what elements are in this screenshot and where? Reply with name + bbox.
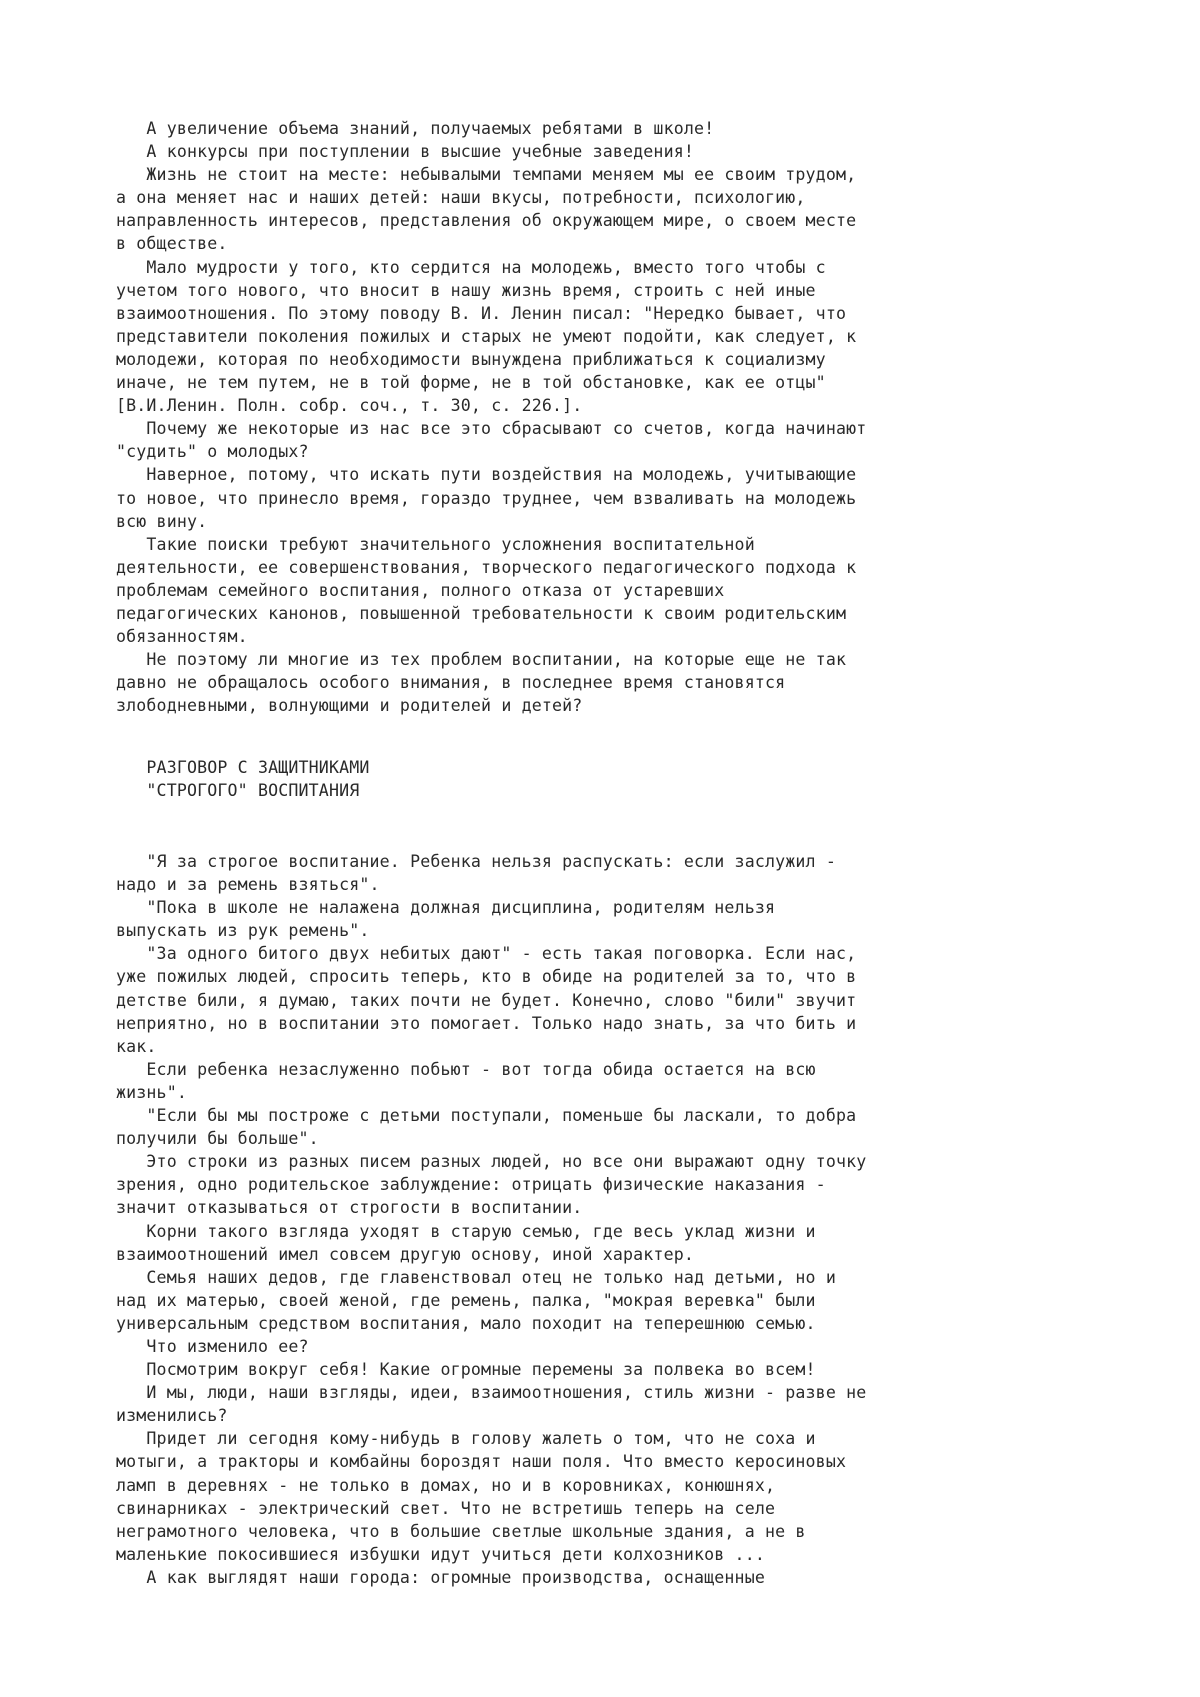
text-line: свинарниках - электрический свет. Что не встретишь теперь на селе: [116, 1498, 776, 1518]
text-line: получили бы больше".: [116, 1129, 319, 1149]
text-line: неприятно, но в воспитании это помогает. Только надо знать, за что бить и: [116, 1013, 857, 1033]
text-line: жизнь".: [116, 1082, 187, 1102]
text-line: "судить" о молодых?: [116, 442, 309, 462]
text-line: неграмотного человека, что в большие светлые школьные здания, а не в: [116, 1521, 806, 1541]
text-line: а она меняет нас и наших детей: наши вкусы, потребности, психологию,: [116, 188, 806, 208]
text-line: выпускать из рук ремень".: [116, 921, 370, 941]
heading-line: РАЗГОВОР С ЗАЩИТНИКАМИ: [116, 758, 370, 777]
text-line: "Если бы мы построже с детьми поступали, поменьше бы ласкали, то добра: [116, 1106, 857, 1126]
text-line: представители поколения пожилых и старых не умеют подойти, как следует, к: [116, 326, 857, 346]
text-line: Наверное, потому, что искать пути воздействия на молодежь, учитывающие: [116, 465, 857, 485]
section-heading: [116, 756, 1156, 802]
text-line: уже пожилых людей, спросить теперь, кто в обиде на родителей за то, что в: [116, 967, 857, 987]
text-line: надо и за ремень взяться".: [116, 875, 380, 895]
text-line: А как выглядят наши города: огромные производства, оснащенные: [116, 1567, 765, 1587]
text-line: Придет ли сегодня кому-нибудь в голову жалеть о том, что не соха и: [116, 1429, 816, 1449]
text-line: обязанностям.: [116, 627, 248, 647]
text-line: изменились?: [116, 1406, 228, 1426]
text-line: злободневными, волнующими и родителей и детей?: [116, 696, 583, 716]
text-line: зрения, одно родительское заблуждение: отрицать физические наказания -: [116, 1175, 826, 1195]
text-line: Посмотрим вокруг себя! Какие огромные перемены за полвека во всем!: [116, 1360, 816, 1380]
text-line: универсальным средством воспитания, мало походит на теперешнюю семью.: [116, 1313, 816, 1333]
text-line: мотыги, а тракторы и комбайны бороздят наши поля. Что вместо керосиновых: [116, 1452, 847, 1472]
text-line: И мы, люди, наши взгляды, идеи, взаимоотношения, стиль жизни - разве не: [116, 1383, 867, 1403]
text-line: взаимоотношения. По этому поводу В. И. Ленин писал: "Нередко бывает, что: [116, 303, 847, 323]
text-line: Мало мудрости у того, кто сердится на молодежь, вместо того чтобы с: [116, 257, 826, 277]
text-line: то новое, что принесло время, гораздо труднее, чем взваливать на молодежь: [116, 488, 857, 508]
heading-line: "СТРОГОГО" ВОСПИТАНИЯ: [116, 781, 360, 801]
text-line: молодежи, которая по необходимости вынуждена приближаться к социализму: [116, 349, 826, 369]
text-block-intro: [116, 117, 1156, 717]
text-line: "Я за строгое воспитание. Ребенка нельзя распускать: если заслужил -: [116, 852, 836, 871]
text-line: Корни такого взгляда уходят в старую семью, где весь уклад жизни и: [116, 1221, 816, 1241]
text-line: направленность интересов, представления об окружающем мире, о своем месте: [116, 211, 857, 231]
text-line: Не поэтому ли многие из тех проблем воспитании, на которые еще не так: [116, 650, 847, 670]
text-line: над их матерью, своей женой, где ремень, палка, "мокрая веревка" были: [116, 1290, 816, 1310]
text-line: проблемам семейного воспитания, полного отказа от устаревших: [116, 580, 725, 600]
text-line: [В.И.Ленин. Полн. собр. соч., т. 30, с. 226.].: [116, 396, 583, 416]
text-line: ламп в деревнях - не только в домах, но и в коровниках, конюшнях,: [116, 1475, 776, 1495]
text-line: значит отказываться от строгости в воспитании.: [116, 1198, 583, 1218]
text-line: давно не обращалось особого внимания, в последнее время становятся: [116, 673, 786, 693]
text-line: маленькие покосившиеся избушки идут учиться дети колхозников ...: [116, 1544, 765, 1564]
text-line: А конкурсы при поступлении в высшие учебные заведения!: [116, 142, 694, 162]
text-line: Такие поиски требуют значительного усложнения воспитательной: [116, 534, 755, 554]
text-line: "За одного битого двух небитых дают" - есть такая поговорка. Если нас,: [116, 944, 857, 964]
text-line: Это строки из разных писем разных людей, но все они выражают одну точку: [116, 1152, 867, 1172]
text-line: Что изменило ее?: [116, 1336, 309, 1356]
text-line: взаимоотношений имел совсем другую основу, иной характер.: [116, 1244, 694, 1264]
text-line: учетом того нового, что вносит в нашу жизнь время, строить с ней иные: [116, 280, 816, 300]
text-line: Жизнь не стоит на месте: небывалыми темпами меняем мы ее своим трудом,: [116, 165, 857, 185]
text-line: А увеличение объема знаний, получаемых ребятами в школе!: [116, 119, 715, 138]
text-line: Семья наших дедов, где главенствовал отец не только над детьми, но и: [116, 1267, 836, 1287]
text-line: детстве били, я думаю, таких почти не будет. Конечно, слово "били" звучит: [116, 990, 857, 1010]
text-line: Если ребенка незаслуженно побьют - вот тогда обида остается на всю: [116, 1059, 816, 1079]
text-line: всю вину.: [116, 511, 208, 531]
text-line: иначе, не тем путем, не в той форме, не в той обстановке, как ее отцы": [116, 373, 826, 393]
text-line: деятельности, ее совершенствования, творческого педагогического подхода к: [116, 557, 857, 577]
text-line: как.: [116, 1036, 157, 1056]
text-line: педагогических канонов, повышенной требовательности к своим родительским: [116, 603, 847, 623]
text-line: Почему же некоторые из нас все это сбрасывают со счетов, когда начинают: [116, 419, 867, 439]
text-line: "Пока в школе не налажена должная дисциплина, родителям нельзя: [116, 898, 776, 918]
text-block-body: [116, 850, 1156, 1589]
text-line: в обществе.: [116, 234, 228, 254]
